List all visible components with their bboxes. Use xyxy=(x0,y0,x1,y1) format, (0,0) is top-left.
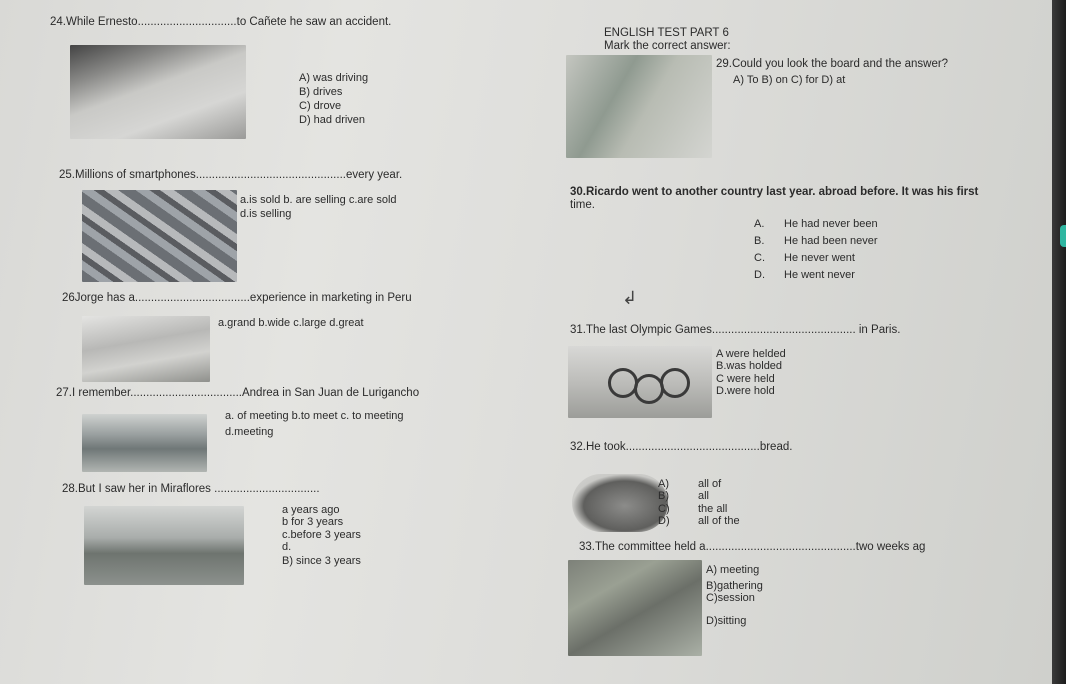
q32-option-a[interactable]: all of xyxy=(698,478,722,490)
arrow-cursor-icon: ↲ xyxy=(622,288,638,308)
q30-option-a-letter: A. xyxy=(754,218,765,230)
q29-options[interactable]: A) To B) on C) for D) at xyxy=(733,74,846,86)
q33-stem xyxy=(579,541,925,554)
q30-stem-line2: time. xyxy=(570,199,595,211)
q24-option-d[interactable]: D) had driven xyxy=(299,114,366,126)
q28-stem-text: 28.But I saw her in Miraflores xyxy=(62,483,211,495)
q24-blank: ............................... xyxy=(137,16,237,28)
q27-stem xyxy=(56,387,419,400)
q28-option-c[interactable]: c.before 3 years xyxy=(282,529,361,541)
q26-stem-end: experience in marketing in Peru xyxy=(249,292,412,304)
q32-stem-end: bread. xyxy=(759,441,793,453)
q30-option-c[interactable]: He never went xyxy=(784,252,855,264)
q26-options[interactable]: a.grand b.wide c.large d.great xyxy=(218,317,364,329)
q27-options-line2[interactable]: d.meeting xyxy=(225,426,274,438)
q28-stem xyxy=(62,483,320,496)
q31-blank: ............................................. xyxy=(711,324,856,336)
q30-option-c-letter: C. xyxy=(754,252,765,264)
q27-stem-end: Andrea in San Juan de Lurigancho xyxy=(241,387,420,399)
q31-stem xyxy=(570,324,900,337)
q31-stem-end: in Paris. xyxy=(858,324,901,336)
q24-option-b[interactable]: B) drives xyxy=(299,86,343,98)
q33-stem-end: two weeks ag xyxy=(855,541,926,553)
q28-blank: ................................. xyxy=(214,483,320,495)
q30-option-b[interactable]: He had been never xyxy=(784,235,878,247)
q31-option-b[interactable]: B.was holded xyxy=(716,360,783,372)
q27-train-image xyxy=(82,414,207,472)
q33-blank: ............................................... xyxy=(705,541,856,553)
q32-letter-b: B) xyxy=(658,490,669,502)
q28-option-since[interactable]: B) since 3 years xyxy=(282,555,361,567)
q32-option-d[interactable]: all of the xyxy=(698,515,740,527)
q32-letter-c: C) xyxy=(658,503,670,515)
q25-options-line2[interactable]: d.is selling xyxy=(240,208,292,220)
q32-blank: .......................................... xyxy=(625,441,760,453)
q28-option-a[interactable]: a years ago xyxy=(282,504,340,516)
ink-spot xyxy=(1060,225,1066,247)
q32-stem-start: 32.He took xyxy=(570,441,626,453)
q31-option-c[interactable]: C were held xyxy=(716,373,775,385)
background-edge xyxy=(1052,0,1066,684)
q25-stem xyxy=(59,169,402,182)
q24-stem xyxy=(50,16,391,29)
q27-stem-start: 27.I remember xyxy=(56,387,131,399)
q32-bread-image xyxy=(572,474,668,532)
q28-palm-image xyxy=(84,506,244,585)
q33-option-c[interactable]: C)session xyxy=(706,592,755,604)
q32-stem xyxy=(570,441,792,454)
q26-blank: .................................... xyxy=(134,292,250,304)
q33-stem-start: 33.The committee held a xyxy=(579,541,706,553)
q24-stem-end: to Cañete he saw an accident. xyxy=(236,16,392,28)
q32-letter-d: D) xyxy=(658,515,670,527)
q31-option-d[interactable]: D.were hold xyxy=(716,385,775,397)
q26-keyboard-image xyxy=(82,316,210,382)
q24-option-c[interactable]: C) drove xyxy=(299,100,342,112)
q26-stem xyxy=(62,292,412,305)
q31-stem-start: 31.The last Olympic Games xyxy=(570,324,712,336)
q24-car-image xyxy=(70,45,246,139)
q30-stem-line1: 30.Ricardo went to another country last year. abroad before. It was his first xyxy=(570,186,979,198)
q24-stem-start: 24.While Ernesto xyxy=(50,16,138,28)
q30-option-d-letter: D. xyxy=(754,269,765,281)
q30-option-d[interactable]: He went never xyxy=(784,269,855,281)
q33-option-d[interactable]: D)sitting xyxy=(706,615,747,627)
q25-blank: ............................................... xyxy=(195,169,346,181)
test-instruction: Mark the correct answer: xyxy=(604,40,731,52)
q30-option-a[interactable]: He had never been xyxy=(784,218,878,230)
q29-stem: 29.Could you look the board and the answer? xyxy=(716,58,949,70)
q26-stem-start: 26Jorge has a xyxy=(62,292,135,304)
q24-option-a[interactable]: A) was driving xyxy=(299,72,369,84)
q25-options-line1[interactable]: a.is sold b. are selling c.are sold xyxy=(240,194,397,206)
q33-option-a[interactable]: A) meeting xyxy=(706,564,760,576)
q27-options-line1[interactable]: a. of meeting b.to meet c. to meeting xyxy=(225,410,404,422)
q32-letter-a: A) xyxy=(658,478,669,490)
q29-teacher-image xyxy=(566,55,712,158)
q33-option-b[interactable]: B)gathering xyxy=(706,580,763,592)
q31-option-a[interactable]: A were helded xyxy=(716,348,786,360)
q32-option-c[interactable]: the all xyxy=(698,503,728,515)
q27-blank: ................................... xyxy=(130,387,242,399)
test-title: ENGLISH TEST PART 6 xyxy=(604,27,729,39)
q30-option-b-letter: B. xyxy=(754,235,765,247)
q25-stem-start: 25.Millions of smartphones xyxy=(59,169,196,181)
q33-meeting-image xyxy=(568,560,702,656)
q32-option-b[interactable]: all xyxy=(698,490,710,502)
q28-option-d[interactable]: d. xyxy=(282,541,292,553)
q25-smartphones-image xyxy=(82,190,237,282)
q25-stem-end: every year. xyxy=(345,169,403,181)
q28-option-b[interactable]: b for 3 years xyxy=(282,516,344,528)
